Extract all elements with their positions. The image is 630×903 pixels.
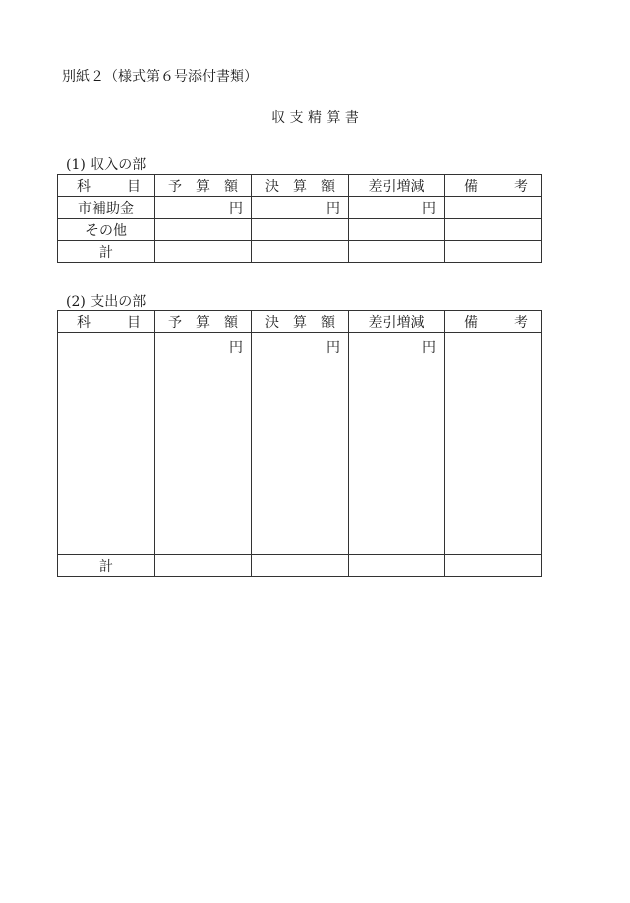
expense-table (57, 310, 542, 577)
header-remarks: 備 考 (445, 175, 542, 197)
header-item: 科 目 (58, 175, 155, 197)
expense-body-row (58, 333, 542, 555)
row-settlement (252, 241, 349, 263)
row-remarks (445, 241, 542, 263)
row-settlement: 円 (252, 333, 349, 555)
header-item: 科 目 (58, 311, 155, 333)
row-budget: 円 (155, 197, 252, 219)
header-budget: 予 算 額 (155, 311, 252, 333)
row-budget (155, 219, 252, 241)
row-settlement (252, 555, 349, 577)
row-difference (349, 241, 445, 263)
header-difference: 差引増減 (349, 311, 445, 333)
row-budget: 円 (155, 333, 252, 555)
row-settlement (252, 219, 349, 241)
expense-header-row (58, 311, 542, 333)
header-difference: 差引増減 (349, 175, 445, 197)
header-budget: 予 算 額 (155, 175, 252, 197)
expense-section-heading: (2) 支出の部 (66, 294, 147, 310)
table-row (58, 219, 542, 241)
row-budget (155, 241, 252, 263)
row-budget (155, 555, 252, 577)
row-item: その他 (58, 219, 155, 241)
row-item: 市補助金 (58, 197, 155, 219)
row-remarks (445, 555, 542, 577)
row-difference: 円 (349, 197, 445, 219)
row-remarks (445, 197, 542, 219)
row-difference (349, 555, 445, 577)
row-item: 計 (58, 555, 155, 577)
income-header-row (58, 175, 542, 197)
table-row-total (58, 555, 542, 577)
document-title: 収 支 精 算 書 (271, 110, 359, 126)
header-settlement: 決 算 額 (252, 311, 349, 333)
header-remarks: 備 考 (445, 311, 542, 333)
income-table (57, 174, 542, 263)
row-settlement: 円 (252, 197, 349, 219)
attachment-label: 別紙２（様式第６号添付書類） (62, 69, 258, 85)
row-difference (349, 219, 445, 241)
row-remarks (445, 219, 542, 241)
table-row (58, 197, 542, 219)
header-settlement: 決 算 額 (252, 175, 349, 197)
row-remarks (445, 333, 542, 555)
table-row-total (58, 241, 542, 263)
row-item (58, 333, 155, 555)
income-section-heading: (1) 収入の部 (66, 157, 147, 173)
row-difference: 円 (349, 333, 445, 555)
row-item: 計 (58, 241, 155, 263)
